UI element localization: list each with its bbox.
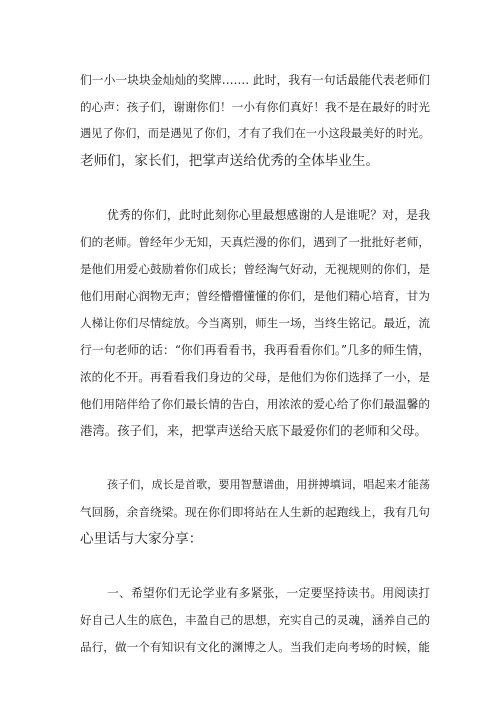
text-line: 人梯让你们尽情绽放。今当离别，师生一场，当终生铭记。最近，流 xyxy=(80,316,430,330)
text-line: 的心声：孩子们，谢谢你们！一小有你们真好！我不是在最好的时光 xyxy=(80,100,430,114)
text-line: 孩子们，成长是首歌，要用智慧谱曲，用拼搏填词，唱起来才能荡 xyxy=(107,478,430,491)
text-line: 浓的化不开。再看看我们身边的父母，是他们为你们选择了一小，是 xyxy=(80,370,430,384)
text-line: 港湾。孩子们，来，把掌声送给天底下最爱你们的老师和父母。 xyxy=(80,423,427,438)
text-line: 老师们，家长们，把掌声送给优秀的全体毕业生。 xyxy=(80,153,380,169)
text-line: 他们用陪伴给了你们最长情的告白，用浓浓的爱心给了你们最温馨的 xyxy=(80,397,430,411)
text-line: 们的老师。曾经年少无知，天真烂漫的你们，遇到了一批批好老师， xyxy=(80,235,430,249)
text-line: 是他们用爱心鼓励着你们成长；曾经淘气好动，无视规则的你们，是 xyxy=(80,262,430,276)
text-line: 心里话与大家分享： xyxy=(80,531,203,547)
text-line: 们一小一块块金灿灿的奖牌……. 此时，我有一句话最能代表老师们 xyxy=(80,73,430,87)
text-line: 优秀的你们，此时此刻你心里最想感谢的人是谁呢？对，是我 xyxy=(107,208,430,222)
text-line: 一、希望你们无论学业有多紧张，一定要坚持读书。用阅读打 xyxy=(107,586,430,600)
text-line: 品行，做一个有知识有文化的渊博之人。当我们走向考场的时候，能 xyxy=(80,640,430,654)
text-line: 行一句老师的话：“你们再看看书，我再看看你们。”几多的师生情， xyxy=(80,343,430,357)
text-line: 遇见了你们，而是遇见了你们，才有了我们在一小这段最美好的时光。 xyxy=(80,127,430,140)
text-line: 好自己人生的底色，丰盈自己的思想，充实自己的灵魂，涵养自己的 xyxy=(80,613,430,627)
text-line: 气回肠，余音绕梁。现在你们即将站在人生新的起跑线上，我有几句 xyxy=(80,505,430,519)
text-line: 他们用耐心润物无声；曾经懵懵懂懂的你们，是他们精心培育，甘为 xyxy=(80,289,430,303)
